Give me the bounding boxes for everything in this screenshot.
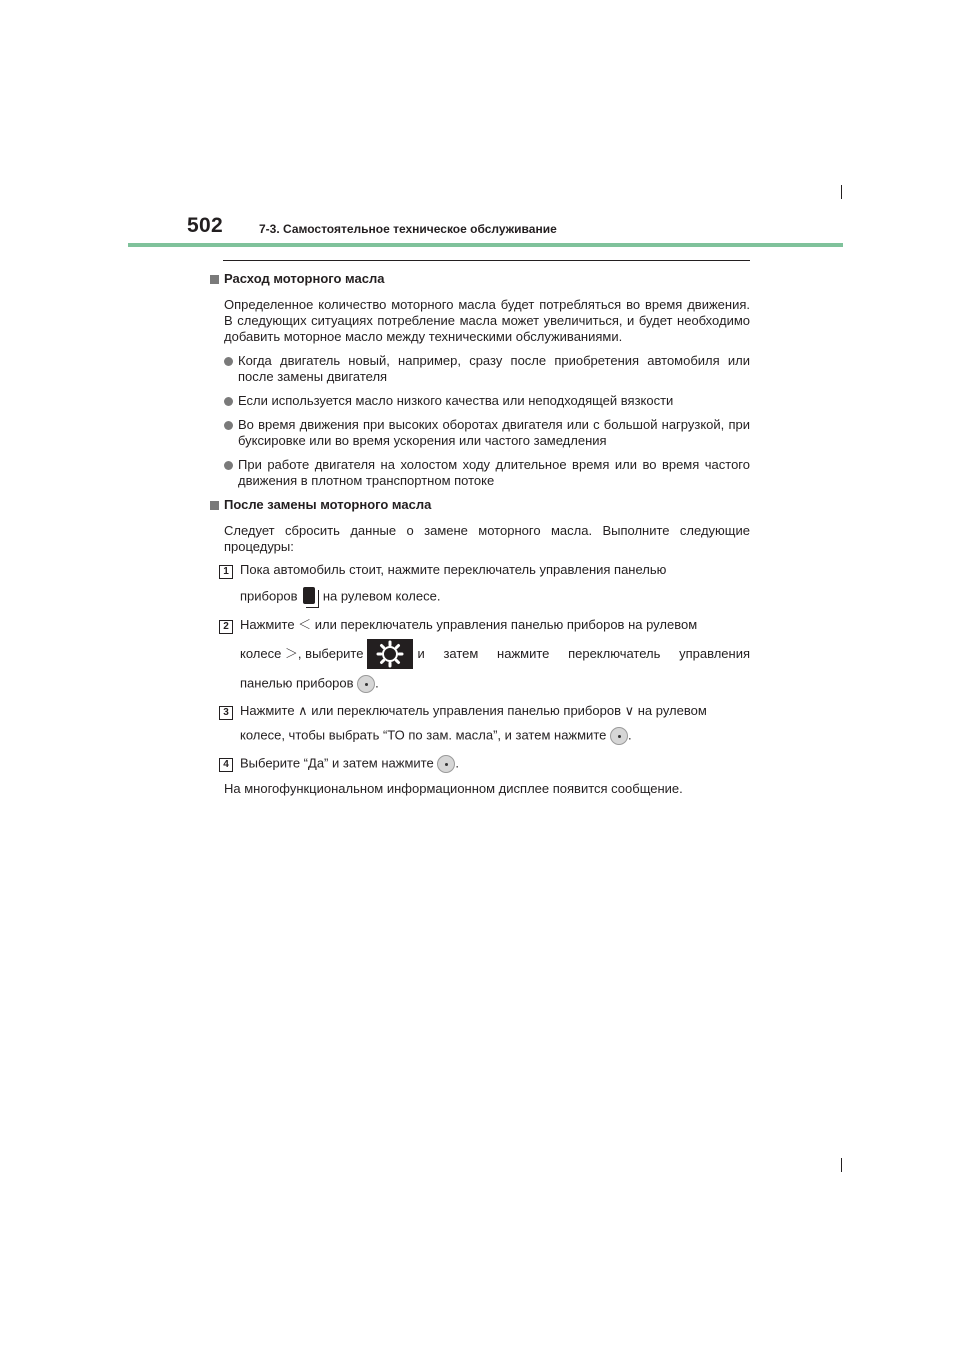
bullet-item <box>224 417 750 449</box>
square-bullet-icon <box>210 275 219 284</box>
header-rule <box>128 243 843 247</box>
step-line: Нажмите ∧ или переключатель управления панелью приборов ∨ на рулевом <box>240 703 707 718</box>
gear-icon <box>367 639 413 669</box>
step-line <box>240 675 750 693</box>
consumption-intro: Определенное количество моторного масла будет потребляться во время движения. В следующих ситуациях потребление масла может увеличиться, и будет необходимо добавить моторное масло между техническими обслуживаниями. <box>224 297 750 344</box>
step-text <box>240 703 750 745</box>
step-text <box>240 755 750 773</box>
content-rule <box>223 260 750 261</box>
square-bullet-icon <box>210 501 219 510</box>
dial-icon <box>357 675 375 693</box>
step-text-part: и затем нажмите переключатель управления <box>417 646 750 661</box>
step-text-part: . <box>375 675 379 691</box>
section-title: 7-3. Самостоятельное техническое обслуживание <box>259 222 557 236</box>
bullet-text: Во время движения при высоких оборотах двигателя или с большой нагрузкой, при буксировке или во время ускорения или частого замедления <box>238 417 750 448</box>
bullet-dot-icon <box>224 357 233 366</box>
bullet-dot-icon <box>224 461 233 470</box>
bullet-dot-icon <box>224 397 233 406</box>
step-text-part: колесе ＞, выберите <box>240 646 364 661</box>
crop-mark-top <box>841 185 842 199</box>
bullet-text: При работе двигателя на холостом ходу длительное время или во время частого движения в плотном транспортном потоке <box>238 457 750 488</box>
consumption-heading-text: Расход моторного масла <box>224 271 385 286</box>
step-1 <box>219 562 750 607</box>
step-text-part: . <box>455 755 459 771</box>
step-line: Пока автомобиль стоит, нажмите переключатель управления панелью <box>240 562 667 577</box>
step-text-part: панелью приборов <box>240 675 354 691</box>
step-text-part: . <box>627 727 632 743</box>
bullet-item <box>224 457 750 489</box>
dial-icon <box>610 727 628 745</box>
step-text <box>240 562 750 607</box>
step-number: 2 <box>219 620 233 634</box>
step-text-part: колесе, чтобы выбрать “ТО по зам. масла”, и затем нажмите <box>240 727 607 743</box>
page-number: 502 <box>187 214 223 237</box>
after-change-intro: Следует сбросить данные о замене моторного масла. Выполните следующие процедуры: <box>224 523 750 554</box>
step-text-part: на рулевом колесе. <box>322 588 441 604</box>
step-line: Нажмите ＜ или переключатель управления панелью приборов на рулевом <box>240 617 698 632</box>
dial-icon <box>437 755 455 773</box>
step-text-part: Выберите “Да” и затем нажмите <box>240 755 434 771</box>
closing-note: На многофункциональном информационном дисплее появится сообщение. <box>224 781 683 796</box>
bullet-dot-icon <box>224 421 233 430</box>
step-line <box>240 587 750 607</box>
step-text <box>240 617 750 693</box>
step-3 <box>219 703 750 745</box>
page-content <box>210 270 750 797</box>
step-line <box>240 639 750 669</box>
pages-icon <box>301 587 319 607</box>
step-2 <box>219 617 750 693</box>
step-number: 4 <box>219 758 233 772</box>
bullet-text: Если используется масло низкого качества или неподходящей вязкости <box>238 393 674 408</box>
after-change-heading <box>210 497 750 513</box>
crop-mark-bottom <box>841 1158 842 1172</box>
consumption-heading <box>210 271 750 287</box>
after-change-heading-text: После замены моторного масла <box>224 497 432 512</box>
step-text-part: приборов <box>240 588 298 604</box>
step-number: 1 <box>219 565 233 579</box>
bullet-item <box>224 393 750 409</box>
step-line <box>240 727 750 745</box>
step-4 <box>219 755 750 773</box>
bullet-item <box>224 353 750 385</box>
bullet-text: Когда двигатель новый, например, сразу после приобретения автомобиля или после замены двигателя <box>238 353 750 384</box>
step-number: 3 <box>219 706 233 720</box>
